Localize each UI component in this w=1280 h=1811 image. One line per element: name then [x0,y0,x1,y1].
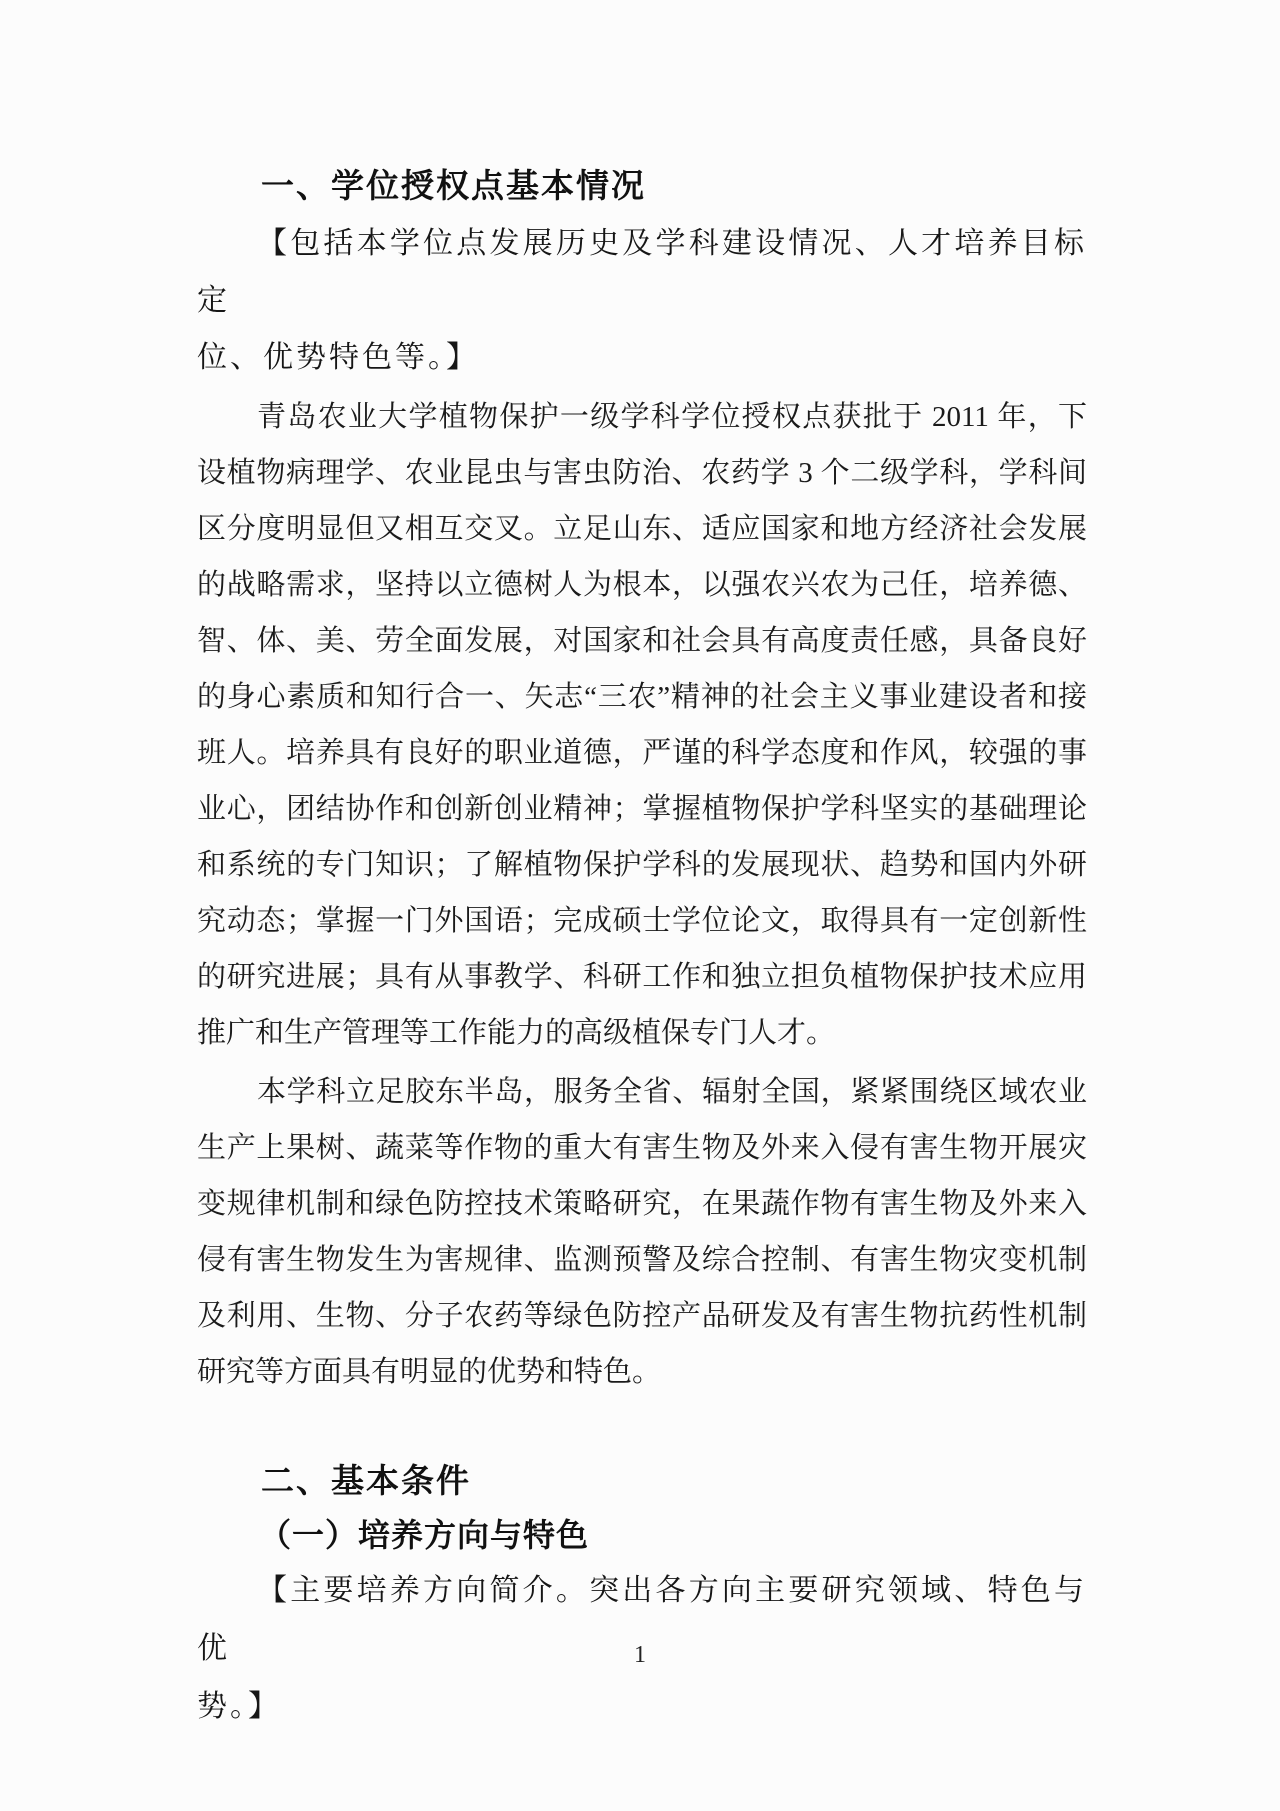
body-line: 班人。培养具有良好的职业道德，严谨的科学态度和作风，较强的事 [197,737,1087,769]
annotation-line: 势。】 [197,1690,281,1723]
section-1-paragraph-1 [197,389,1087,1061]
body-line: 设植物病理学、农业昆虫与害虫防治、农药学 3 个二级学科，学科间 [197,457,1087,489]
section-1-heading: 一、学位授权点基本情况 [261,167,646,204]
body-line: 推广和生产管理等工作能力的高级植保专门人才。 [197,1017,836,1049]
body-line: 的研究进展；具有从事教学、科研工作和独立担负植物保护技术应用 [197,961,1087,993]
body-line: 区分度明显但又相互交叉。立足山东、适应国家和地方经济社会发展 [197,513,1087,545]
section-2-heading: 二、基本条件 [261,1462,471,1499]
body-line: 研究等方面具有明显的优势和特色。 [197,1356,662,1388]
body-line: 生产上果树、蔬菜等作物的重大有害生物及外来入侵有害生物开展灾 [197,1132,1087,1164]
section-2-subheading: （一）培养方向与特色 [259,1517,590,1553]
body-line: 本学科立足胶东半岛，服务全省、辐射全国，紧紧围绕区域农业 [257,1076,1087,1108]
section-1-paragraph-2 [197,1064,1087,1400]
annotation-line: 【主要培养方向简介。突出各方向主要研究领域、特色与优 [197,1574,1087,1665]
annotation-line: 【包括本学位点发展历史及学科建设情况、人才培养目标定 [197,227,1087,317]
body-line: 智、体、美、劳全面发展，对国家和社会具有高度责任感，具备良好 [197,625,1087,657]
body-line: 及利用、生物、分子农药等绿色防控产品研发及有害生物抗药性机制 [197,1300,1087,1332]
body-line: 青岛农业大学植物保护一级学科学位授权点获批于 2011 年，下 [257,401,1087,433]
document-content [197,0,1087,1736]
body-line: 和系统的专门知识；了解植物保护学科的发展现状、趋势和国内外研 [197,849,1087,881]
body-line: 的身心素质和知行合一、矢志“三农”精神的社会主义事业建设者和接 [197,681,1087,713]
page-number: 1 [634,1642,646,1668]
body-line: 究动态；掌握一门外国语；完成硕士学位论文，取得具有一定创新性 [197,905,1087,937]
section-1-annotation [197,215,1087,386]
body-line: 的战略需求，坚持以立德树人为根本，以强农兴农为己任，培养德、 [197,569,1087,601]
body-line: 变规律机制和绿色防控技术策略研究，在果蔬作物有害生物及外来入 [197,1188,1087,1220]
body-line: 侵有害生物发生为害规律、监测预警及综合控制、有害生物灾变机制 [197,1244,1087,1276]
annotation-line: 位、优势特色等。】 [197,341,479,374]
body-line: 业心，团结协作和创新创业精神；掌握植物保护学科坚实的基础理论 [197,793,1087,825]
